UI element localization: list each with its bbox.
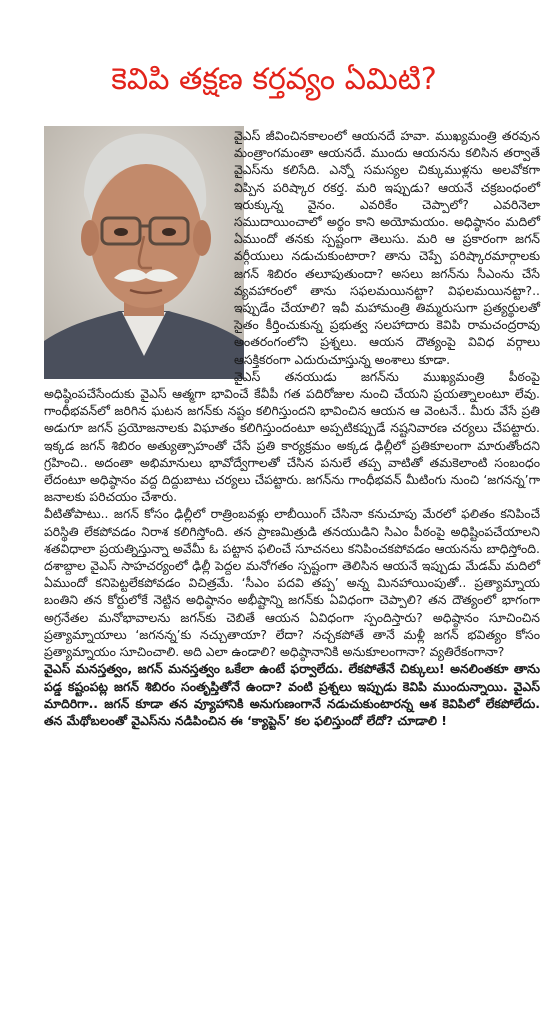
article-paragraph-2: వైఎస్ తనయుడు జగన్‌ను ముఖ్యమంత్రి పీఠంపై అధిష్ఠింపచేసేందుకు వైఎస్ ఆత్మగా భావించే కేవీపీ గత పదిరోజుల నుంచి చేయని ప్రయత్నాలంటూ లేవు. గాంధీభవన్‌లో జరిగిన ఘటన జగన్‌కు నష్టం కలిగిస్తుందని భావించిన ఆయన ఆ వెంటనే.. మీరు వేసే ప్రతి అడుగూ జగన్ ప్రయోజనాలకు విఘాతం కలిగిస్తుందంటూ అప్పటికప్పుడే నష్టనివారణ చర్యలు చేపట్టారు. ఇక్కడ జగన్ శిబిరం అత్యుత్సాహంతో చేసే ప్రతి కార్యక్రమం అక్కడ ఢిల్లీలో ప్రతికూలంగా మారుతోందని గ్రహించి.. అదంతా అభిమానులు భావోద్వేగాలతో చేసిన పనులే తప్ప వాటితో తమకెలాంటి సంబంధం లేదంటూ అధిష్ఠానం వద్ద దిద్దుబాటు చర్యలు చేపట్టారు. జగన్‌ను గాంధీభవన్ మీటింగు నుంచి ‘జగనన్న’గా జనాలకు పరిచయం చేశారు. — [44, 368, 540, 505]
article-paragraph-1: వైఎస్ జీవించినకాలంలో ఆయనదే హవా. ముఖ్యమంత్రి తరవున మంత్రాంగమంతా ఆయనదే. ముందు ఆయనను కలిసిన తర్వాతే వైఎస్‌ను కలిసేది. ఎన్నో సమస్యల చిక్కుముళ్లను అలవోకగా విప్పిన పరిష్కార రకర్త. మరి ఇప్పుడు? ఆయనే చక్రబంధంలో ఇరుక్కున్న వైనం. ఎవరికేం చెప్పాలో? ఎవరినెలా సముదాయించాలో అర్థం కాని అయోమయం. అధిష్ఠానం మదిలో ఏముందో తనకు స్పష్టంగా తెలుసు. మరి ఆ ప్రకారంగా జగన్ వర్గీయులు నడుచుకుంటారా? తాను చెప్పే పరిష్కారమార్గాలకు జగన్ శిబిరం తలూపుతుందా? అసలు జగన్‌ను సీఎంను చేసే వ్యవహారంలో తాను సఫలమయినట్టా? విఫలమయినట్టా?.. ఇప్పుడేం చేయాలి? ఇవీ మహామంత్రి తిమ్మరుసుగా ప్రత్యర్థులతో సైతం కీర్తించుకున్న ప్రభుత్వ సలహాదారు కెవిపి రామచంద్రరావు అంతరంగంలోని ప్రశ్నలు. ఆయన దౌత్యంపై వివిధ వర్గాలు ఆసక్తికరంగా ఎదురుచూస్తున్న అంశాలు కూడా. — [234, 128, 540, 367]
article-paragraph-3: వీటితోపాటు.. జగన్ కోసం ఢిల్లీలో రాత్రింబవళ్లు లాబీయింగ్ చేసినా కనుచూపు మేరలో ఫలితం కనిపించే పరిస్థితి లేకపోవడం నిరాశ కలిగిస్తోంది. తన ప్రాణమిత్రుడి తనయుడిని సిఎం పీఠంపై అధిష్టింపచేయాలని శతవిధాలా ప్రయత్నిస్తున్నా అవేమీ ఓ పట్టాన ఫలించే సూచనలు కనిపించకపోవడం ఆయనను బాధిస్తోంది. దశాబ్దాల వైఎస్ సాహచర్యంలో ఢిల్లీ పెద్దల మనోగతం స్పష్టంగా తెలిసిన ఆయనే ఇప్పుడు మేడమ్ మదిలో ఏముందో కనిపెట్టలేకపోవడం విచిత్రమే. ‘సీఎం పదవి తప్ప’ అన్న మినహాయింపుతో.. ప్రత్యామ్నాయ బంతిని తన కోర్టులోకే నెట్టిన అధిష్ఠానం అభీష్టాన్ని జగన్‌కు ఏవిధంగా చెప్పాలి? తన దౌత్యంలో భాగంగా అగ్రనేతల మనోభావాలను జగన్‌కు చెబితే ఆయన ఏవిధంగా స్పందిస్తారు? అధిష్ఠానం సూచించిన ప్రత్యామ్నాయాలు ‘జగనన్న’కు నచ్చుతాయా? లేదా? నచ్చకపోతే తానే మళ్లీ జగన్ భవిత్యం కోసం ప్రత్యామ్నాయం సూచించాలి. అది ఎలా ఉండాలి? అధిష్ఠానానికి అనుకూలంగానా? వ్యతిరేకంగానా? — [44, 506, 540, 660]
headline: కెవిపి తక్షణ కర్తవ్యం ఏమిటి? — [111, 62, 437, 97]
article-body — [44, 127, 540, 729]
article-paragraph-4: వైఎస్ మనస్తత్వం, జగన్ మనస్తత్వం ఒకేలా ఉంటే ఫర్వాలేదు. లేకపోతేనే చిక్కులు! అనలింతకూ తాను పడ్డ కష్టంపట్ల జగన్ శిబిరం సంతృప్తితోనే ఉందా? వంటి ప్రశ్నలు ఇప్పుడు కెవిపి ముందున్నాయి. వైఎస్ మాదిరిగా.. జగన్ కూడా తన వ్యూహానికి అనుగుణంగానే నడుచుకుంటారన్న ఆశ కెవిపిలో లేకపోలేదు. తన మేథోబలంతో వైఎస్‌ను నడిపించిన ఈ ‘క్యాప్టెన్’ కల ఫలిస్తుందో లేదో? చూడాలి ! — [44, 661, 540, 728]
